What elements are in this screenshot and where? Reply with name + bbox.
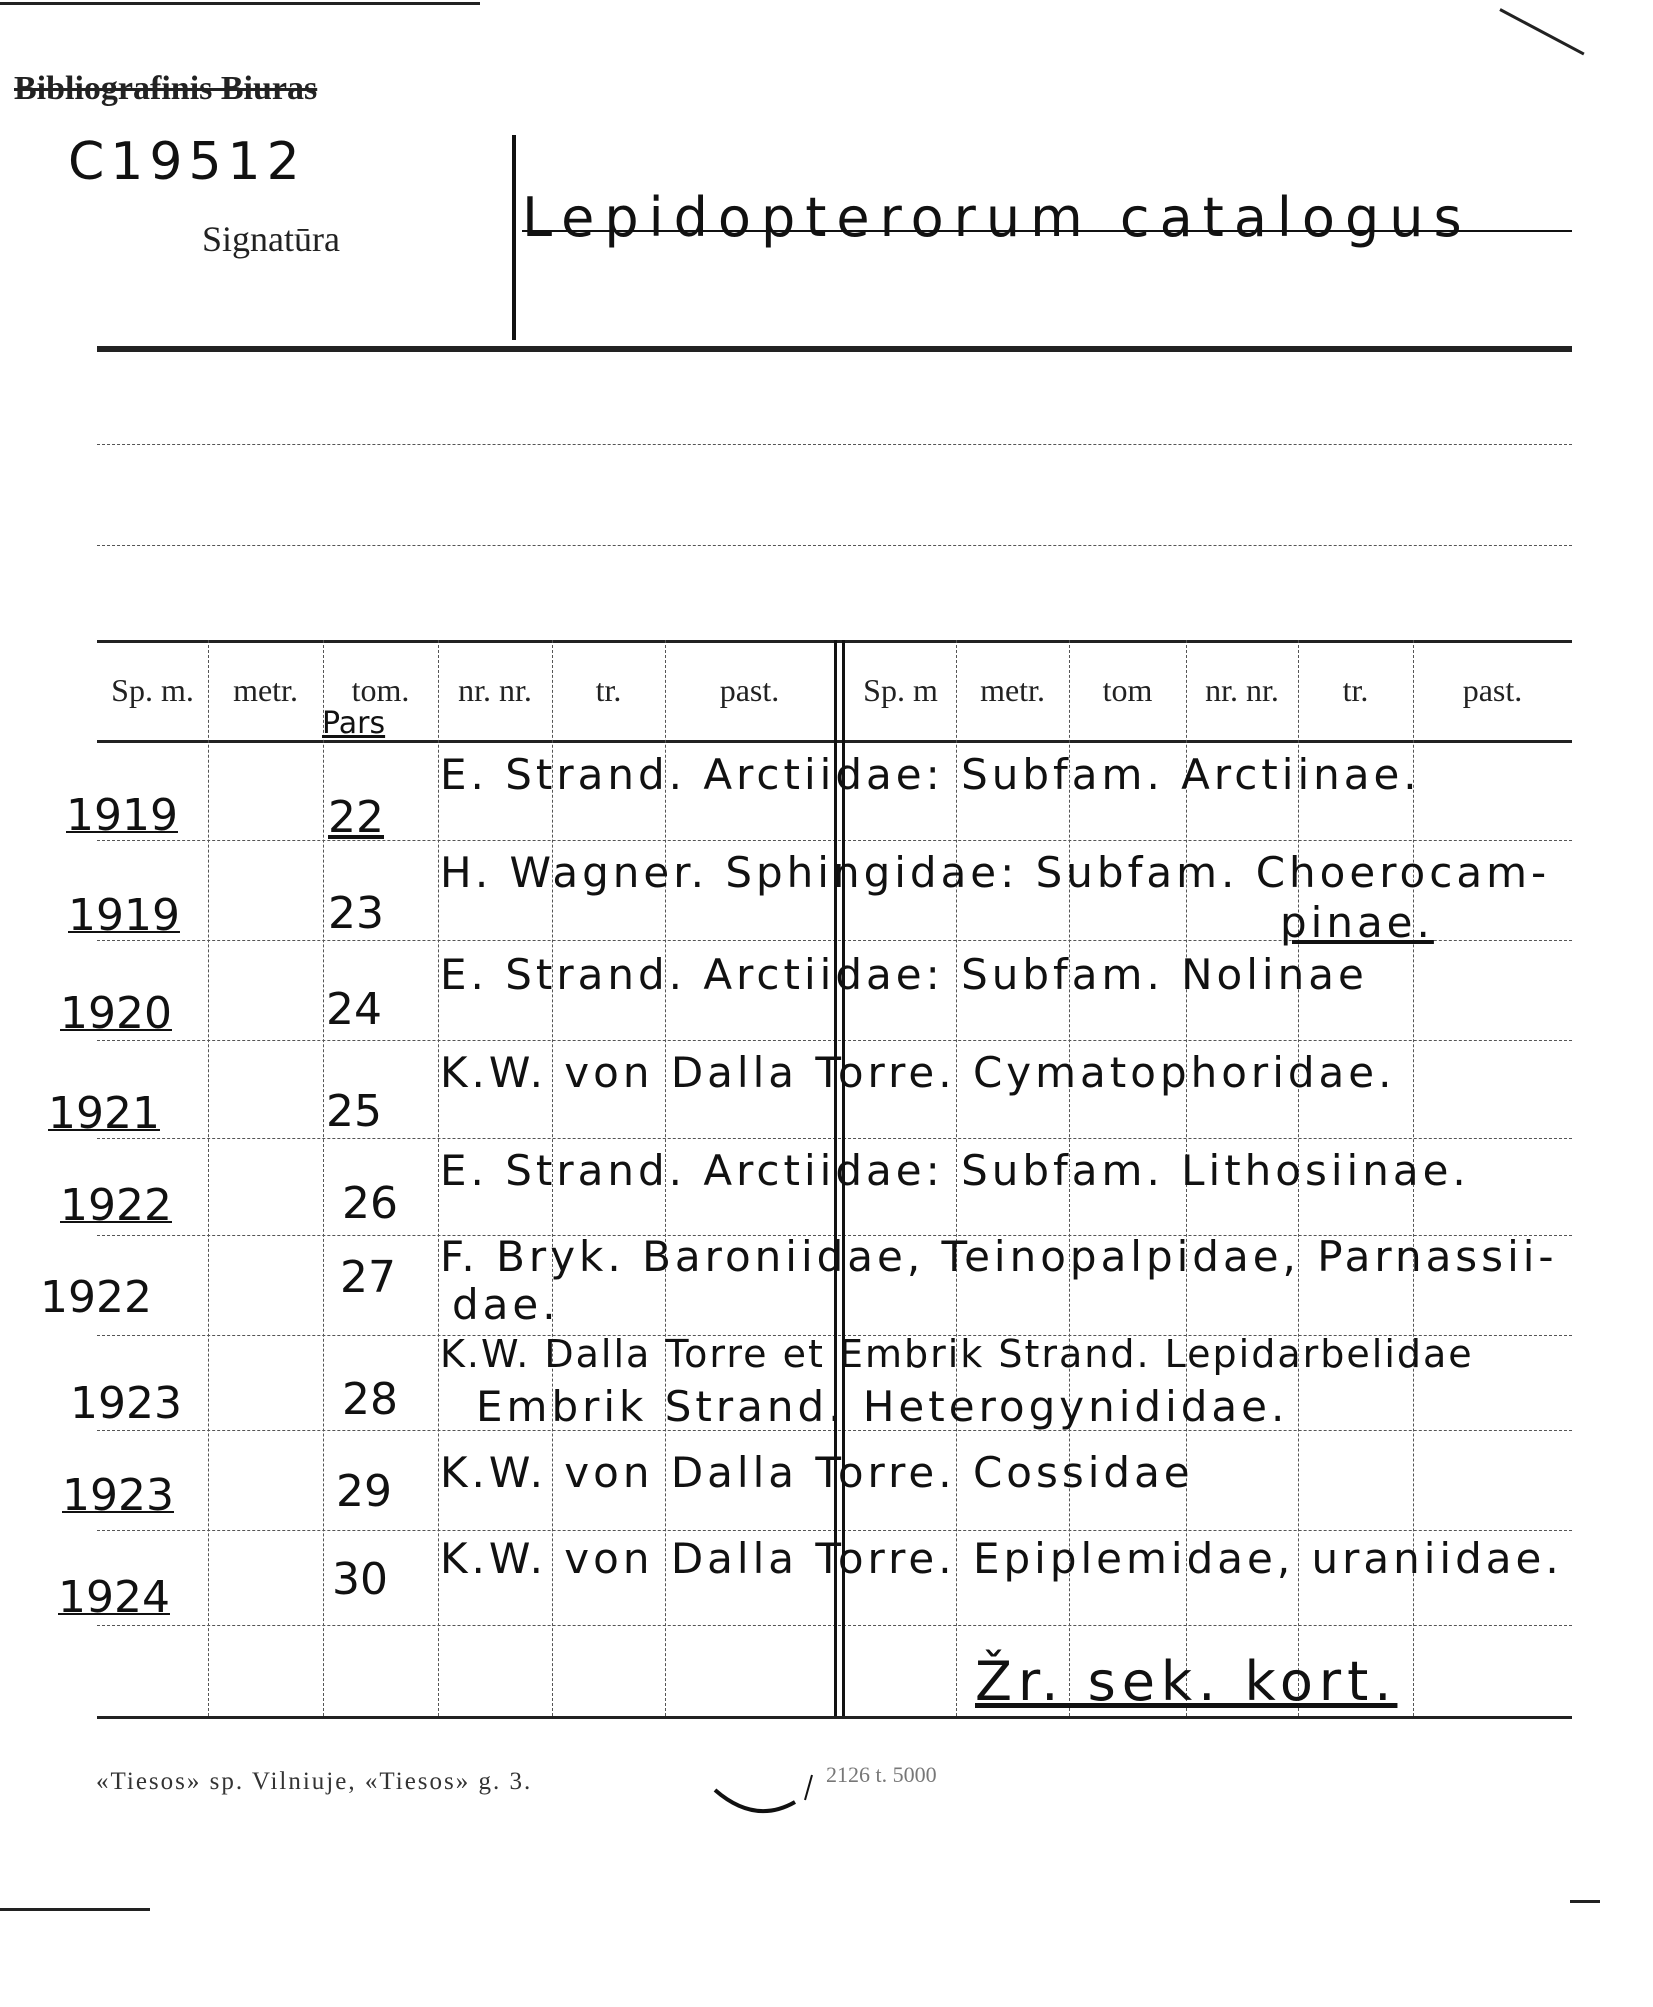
- title-rule: [522, 230, 1572, 232]
- header-rule: [97, 346, 1572, 352]
- see-next-card-note: Žr. sek. kort.: [975, 1650, 1398, 1713]
- signature-label: Signatūra: [202, 219, 340, 259]
- col-head-spm-2: Sp. m: [863, 672, 938, 708]
- row-entry: K.W. Dalla Torre et Embrik Strand. Lepidarbelidae: [440, 1332, 1474, 1376]
- col-head-tom-2: tom: [1102, 672, 1153, 708]
- card-corner-mark: [1499, 8, 1584, 55]
- col-head-pars: Pars: [322, 706, 386, 741]
- card-edge-mark: [1570, 1900, 1600, 1903]
- row-entry: E. Strand. Arctiidae: Subfam. Arctiinae.: [440, 750, 1421, 799]
- row-entry: F. Bryk. Baroniidae, Teinopalpidae, Parnassii-: [440, 1232, 1558, 1281]
- blank-line-1: [97, 444, 1572, 445]
- row-year: 1920: [60, 988, 172, 1039]
- col-head-nrnr: nr. nr.: [458, 672, 532, 708]
- row-entry-continued: dae.: [452, 1280, 560, 1329]
- binding-hole-mark: [710, 1770, 830, 1830]
- row-entry: E. Strand. Arctiidae: Subfam. Lithosiinae.: [440, 1146, 1470, 1195]
- call-number: C19512: [68, 132, 306, 192]
- row-tom: 22: [328, 792, 384, 843]
- column-separator: [323, 640, 324, 1716]
- row-year: 1923: [62, 1470, 174, 1521]
- col-head-nrnr-2: nr. nr.: [1205, 672, 1279, 708]
- row-tom: 29: [336, 1466, 392, 1517]
- bureau-name: Bibliografinis Biuras: [14, 70, 318, 107]
- row-entry: K.W. von Dalla Torre. Cymatophoridae.: [440, 1048, 1396, 1097]
- column-separator: [438, 640, 439, 1716]
- table-bottom-rule: [97, 1716, 1572, 1719]
- col-head-spm: Sp. m.: [111, 672, 194, 708]
- row-year: 1919: [68, 890, 180, 941]
- blank-line-2: [97, 545, 1572, 546]
- row-tom: 28: [342, 1374, 398, 1425]
- row-year: 1922: [40, 1272, 152, 1323]
- title-divider: [512, 135, 516, 340]
- row-year: 1922: [60, 1180, 172, 1231]
- col-head-tr-2: tr.: [1342, 672, 1369, 708]
- row-entry-continued: pinae.: [1280, 898, 1434, 947]
- col-head-metr: metr.: [233, 672, 298, 708]
- row-entry: E. Strand. Arctiidae: Subfam. Nolinae: [440, 950, 1368, 999]
- row-year: 1921: [48, 1088, 160, 1139]
- book-title: Lepidopterorum catalogus: [522, 186, 1472, 249]
- row-entry: K.W. von Dalla Torre. Epiplemidae, uraniidae.: [440, 1534, 1563, 1583]
- row-entry: K.W. von Dalla Torre. Cossidae: [440, 1448, 1194, 1497]
- row-tom: 23: [328, 888, 384, 939]
- row-tom: 25: [326, 1086, 382, 1137]
- row-year: 1924: [58, 1572, 170, 1623]
- col-head-metr-2: metr.: [980, 672, 1045, 708]
- row-tom: 24: [326, 984, 382, 1035]
- row-tom: 26: [342, 1178, 398, 1229]
- card-bottom-edge: [0, 1908, 150, 1911]
- card-top-edge: [0, 2, 480, 5]
- print-run-code: 2126 t. 5000: [826, 1762, 937, 1787]
- row-year: 1919: [66, 790, 178, 841]
- col-head-tom: tom.: [351, 672, 410, 708]
- col-head-past: past.: [719, 672, 780, 708]
- row-entry: H. Wagner. Sphingidae: Subfam. Choerocam-: [440, 848, 1551, 897]
- row-year: 1923: [70, 1378, 182, 1429]
- col-head-tr: tr.: [595, 672, 622, 708]
- row-tom: 27: [340, 1252, 396, 1303]
- printer-imprint: «Tiesos» sp. Vilniuje, «Tiesos» g. 3.: [96, 1768, 533, 1795]
- row-tom: 30: [332, 1554, 388, 1605]
- column-separator: [208, 640, 209, 1716]
- row-entry-continued: Embrik Strand. Heterogynididae.: [476, 1382, 1289, 1431]
- col-head-past-2: past.: [1462, 672, 1523, 708]
